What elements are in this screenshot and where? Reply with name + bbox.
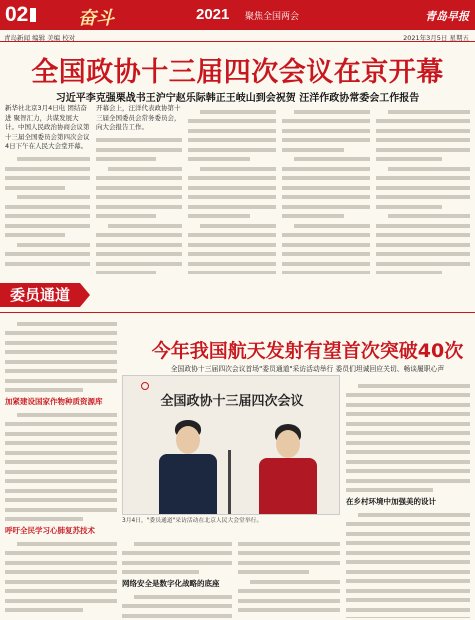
text-line: [122, 604, 232, 608]
text-line: [5, 379, 117, 383]
text-line: [200, 167, 276, 171]
text-line: [5, 460, 117, 464]
text-line: [188, 195, 276, 199]
main-subheadline: 习近平李克强栗战书王沪宁赵乐际韩正王岐山到会祝贺 汪洋作政协常委会工作报告: [55, 93, 420, 104]
site-logo: 青岛早报: [425, 11, 469, 23]
text-line: [188, 252, 276, 256]
text-line: [96, 271, 156, 274]
text-line: [282, 271, 370, 274]
text-line: [96, 157, 156, 161]
section-badge-tail: [80, 283, 90, 307]
text-line: [282, 262, 370, 266]
text-line: [5, 580, 117, 584]
text-line: [376, 157, 442, 161]
text-line: [282, 148, 344, 152]
text-line: [238, 561, 340, 565]
text-line: [17, 157, 90, 161]
text-line: [388, 214, 470, 218]
text-line: [5, 479, 117, 483]
text-line: [5, 608, 83, 612]
text-line: [346, 412, 470, 416]
text-line: [346, 441, 470, 445]
text-line: [96, 262, 182, 266]
emblem-icon: [141, 382, 149, 390]
text-line: [96, 186, 182, 190]
text-line: [188, 138, 276, 142]
text-line: [5, 599, 117, 603]
text-line: [17, 413, 117, 417]
text-line: [17, 322, 117, 326]
text-line: [376, 138, 470, 142]
text-line: [96, 195, 182, 199]
text-line: [238, 618, 309, 619]
main-story-column-1: [5, 104, 90, 274]
text-line: [376, 271, 442, 274]
text-line: [188, 157, 250, 161]
lower-left-column: [5, 316, 117, 616]
masthead: [0, 0, 475, 30]
text-line: [188, 243, 276, 247]
text-line: [5, 331, 117, 335]
year-label: 2021: [196, 6, 230, 23]
text-line: [282, 176, 370, 180]
text-line: [96, 176, 182, 180]
text-line: [5, 498, 117, 502]
text-line: [282, 252, 370, 256]
text-line: [122, 570, 199, 574]
text-line: [346, 403, 470, 407]
text-line: [376, 148, 470, 152]
main-story-column-3: [188, 104, 276, 274]
section-rule: [0, 312, 475, 313]
text-line: [5, 341, 117, 345]
text-line: [5, 167, 90, 171]
text-line: [294, 110, 370, 114]
text-line: [122, 561, 232, 565]
text-line: [17, 195, 90, 199]
second-story-subheadline: 全国政协十三届四次会议首场"委员通道"采访活动举行 委员们坦诚回应关切、畅谈履职心声: [170, 365, 445, 373]
text-line: [5, 214, 90, 218]
text-line: [108, 167, 182, 171]
text-line: [376, 262, 470, 266]
text-line: [5, 186, 65, 190]
delegate-body: [259, 458, 317, 515]
text-line: [238, 551, 340, 555]
text-line: [346, 393, 470, 397]
text-line: [5, 422, 117, 426]
main-story-column-5: [376, 104, 470, 274]
text-line: [96, 138, 182, 142]
text-line: [5, 561, 117, 565]
text-line: [346, 469, 470, 473]
microphone-icon: [228, 450, 231, 515]
text-line: [5, 451, 117, 455]
text-line: [96, 233, 182, 237]
text-line: [5, 489, 117, 493]
delegate-head: [176, 426, 200, 454]
text-line: [188, 129, 276, 133]
text-line: [238, 542, 340, 546]
text-line: [188, 262, 276, 266]
text-line: [238, 608, 340, 612]
text-line: [188, 176, 276, 180]
delegate-body: [159, 454, 217, 515]
text-line: [5, 252, 90, 256]
text-line: [346, 479, 470, 483]
delegate-head: [276, 430, 300, 458]
text-line: [188, 119, 276, 123]
text-line: [346, 551, 470, 555]
text-line: [376, 252, 470, 256]
text-line: [376, 129, 470, 133]
text-line: [346, 579, 470, 583]
text-line: [376, 233, 470, 237]
text-line: [134, 542, 232, 546]
text-line: [376, 224, 470, 228]
subhead-rural-design: 在乡村环境中加强美的设计: [346, 497, 436, 506]
text-line: [388, 167, 470, 171]
text-line: [282, 119, 370, 123]
text-line: [5, 570, 117, 574]
text-line: [5, 508, 117, 512]
date-info: 2021年3月5日 星期五: [403, 34, 469, 42]
text-line: [5, 432, 117, 436]
text-line: [376, 205, 442, 209]
main-story-lead-2: 开幕会上，汪洋代表政协第十三届全国委员会常务委员会，向大会报告工作。: [96, 104, 181, 131]
subhead-seed-bank: 加紧建设国家作物种质资源库: [5, 397, 103, 406]
text-line: [96, 243, 182, 247]
text-line: [5, 205, 90, 209]
text-line: [282, 233, 370, 237]
second-story-headline: 今年我国航天发射有望首次突破40次: [151, 340, 464, 362]
text-line: [346, 570, 470, 574]
text-line: [108, 224, 182, 228]
text-line: [282, 243, 370, 247]
text-line: [346, 608, 470, 612]
photo-caption: 3月4日，"委员通道"采访活动在北京人民大会堂举行。: [122, 518, 263, 524]
text-line: [346, 541, 470, 545]
text-line: [5, 441, 117, 445]
text-line: [282, 138, 370, 142]
text-line: [346, 589, 470, 593]
text-line: [5, 224, 90, 228]
delegate-figure: [153, 420, 223, 515]
text-line: [5, 360, 117, 364]
text-line: [238, 570, 309, 574]
text-line: [5, 470, 117, 474]
text-line: [294, 157, 370, 161]
text-line: [282, 195, 370, 199]
text-line: [346, 598, 470, 602]
text-line: [5, 233, 65, 237]
text-line: [17, 542, 117, 546]
lower-right-column: [346, 378, 470, 618]
text-line: [250, 580, 340, 584]
info-bar: [0, 31, 475, 42]
text-line: [388, 110, 470, 114]
main-story-column-2: [96, 104, 182, 274]
text-line: [238, 589, 340, 593]
text-line: [376, 186, 470, 190]
text-line: [238, 599, 340, 603]
main-story-column-4: [282, 104, 370, 274]
text-line: [376, 195, 470, 199]
photo-screen-title: 全国政协十三届四次会议: [160, 394, 304, 409]
main-story-lead: 新华社北京3月4日电 团结奋进 聚智汇力，共谋发展大计。中国人民政治协商会议第十三届全国委员会第四次会议4日下午在人民大会堂开幕。: [5, 104, 90, 150]
text-line: [134, 595, 232, 599]
text-line: [346, 560, 470, 564]
text-line: [96, 252, 182, 256]
text-line: [5, 589, 117, 593]
text-line: [282, 129, 370, 133]
text-line: [96, 148, 182, 152]
section-badge: 委员通道: [0, 283, 80, 307]
text-line: [96, 205, 182, 209]
text-line: [346, 617, 470, 618]
committee-photo: [122, 375, 340, 515]
text-line: [188, 233, 276, 237]
lower-center-left-column: [122, 536, 232, 618]
text-line: [346, 450, 470, 454]
text-line: [346, 431, 470, 435]
text-line: [346, 488, 433, 492]
text-line: [358, 513, 470, 517]
text-line: [5, 551, 117, 555]
text-line: [282, 214, 344, 218]
text-line: [188, 186, 276, 190]
editor-info: 青岛新闻 编辑 美编 校对: [4, 34, 76, 42]
text-line: [358, 384, 470, 388]
text-line: [5, 350, 117, 354]
text-line: [346, 522, 470, 526]
text-line: [294, 224, 370, 228]
text-line: [17, 243, 90, 247]
text-line: [346, 422, 470, 426]
text-line: [122, 551, 232, 555]
main-headline: 全国政协十三届四次会议在京开幕: [31, 57, 444, 88]
text-line: [5, 388, 83, 392]
text-line: [188, 148, 276, 152]
paper-logo: 奋斗: [78, 8, 114, 29]
text-line: [5, 517, 83, 521]
subhead-cpr: 呼吁全民学习心肺复苏技术: [5, 526, 95, 535]
text-line: [5, 369, 117, 373]
text-line: [376, 243, 470, 247]
section-title: 聚焦全国两会: [245, 12, 300, 22]
text-line: [376, 119, 470, 123]
text-line: [188, 205, 276, 209]
text-line: [376, 176, 470, 180]
text-line: [122, 614, 232, 618]
text-line: [5, 262, 90, 266]
text-line: [5, 176, 90, 180]
page-number-bar: [30, 8, 36, 22]
lower-center-right-column: [238, 536, 340, 618]
subhead-network-security: 网络安全是数字化战略的底座: [122, 579, 220, 588]
delegate-figure-2: [253, 424, 323, 515]
text-line: [188, 214, 250, 218]
text-line: [282, 167, 370, 171]
text-line: [188, 271, 276, 274]
page-number: 02: [5, 3, 29, 26]
text-line: [200, 224, 276, 228]
text-line: [282, 186, 370, 190]
text-line: [200, 110, 276, 114]
text-line: [96, 214, 156, 218]
text-line: [282, 205, 370, 209]
text-line: [346, 532, 470, 536]
text-line: [346, 460, 470, 464]
